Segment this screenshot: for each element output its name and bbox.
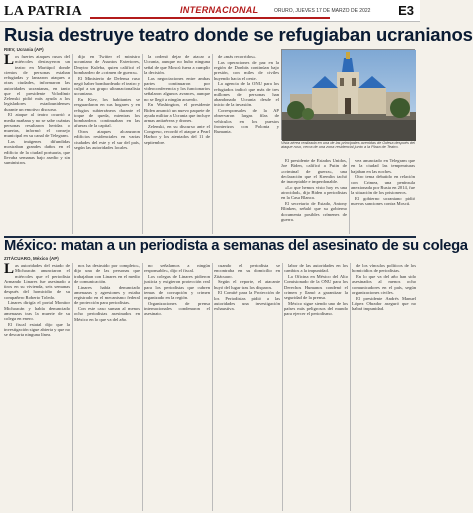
article-paragraph: la ordenó dejar de atacar a Ucrania, aunque no hubo ninguna señal de que Moscú fuera a cumplir la decisión. <box>144 54 210 75</box>
photo-caption: Vista aérea realizada en una de las principales avenidas de Odesa después del ataque ruso, cerca de una zona residencial junto a la Plaza de Teatro. <box>281 141 415 150</box>
article-paragraph: no señalamos a ningún responsable», dijo el fiscal. <box>144 263 210 274</box>
article-paragraph: El secretario de Estado, Antony Blinken, señaló que su gobierno documenta posibles crímenes de guerra. <box>281 201 347 222</box>
article-paragraph: El presidente de Estados Unidos, Joe Biden, calificó a Putin de «criminal de guerra», una declaración que el Kremlin tachó de inaceptable e imperdonable. <box>281 158 347 184</box>
column-divider <box>72 263 73 511</box>
story2-column-6 <box>352 263 416 511</box>
article-paragraph: La Oficina en México del Alto Comisionado de la ONU para los Derechos Humanos condenó el crimen y llamó a garantizar la seguridad de la prensa. <box>284 274 348 300</box>
article-paragraph: Corresponsales de la AP observaron largas filas de vehículos en los puestos fronterizos con Polonia y Rumania. <box>214 108 279 134</box>
article-paragraph: Otros ataques alcanzaron edificios residenciales en varias ciudades del este y el sur del país, según las autoridades locales. <box>74 129 140 150</box>
article-paragraph: Con este caso suman al menos ocho periodistas asesinados en México en lo que va del año. <box>74 306 140 322</box>
article-paragraph: «Lo que hemos visto hoy es una atrocidad», dijo Biden a periodistas en la Casa Blanca. <box>281 184 347 201</box>
article-paragraph: El Comité para la Protección de los Periodistas pidió a las autoridades una investigación exhaustiva. <box>214 290 280 311</box>
column-divider <box>72 54 73 234</box>
article-paragraph: Linares dirigía el portal Monitor Michoacán y había denunciado amenazas tras la muerte de su colega en enero. <box>4 300 70 321</box>
story1-column-6 <box>351 158 415 234</box>
story1-column-5 <box>281 158 347 234</box>
article-paragraph: de «más recorridos». <box>218 54 257 59</box>
article-paragraph: Según el reporte, el atacante huyó del lugar tras los disparos. <box>214 279 280 290</box>
section-title: INTERNACIONAL <box>180 5 259 15</box>
column-divider <box>212 263 213 511</box>
article-paragraph: de los vínculos políticos de los homicidios de periodistas. <box>352 263 416 274</box>
story1-headline: Rusia destruye teatro donde se refugiaban ucranianos <box>4 24 473 45</box>
article-paragraph: Otro tema debatido en relación con Crimea, una península anexionada por Rusia en 2014, fue la situación de los prisioneros. <box>351 174 415 195</box>
article-paragraph: El presidente Andrés Manuel López Obrador aseguró que no habrá impunidad. <box>352 295 416 311</box>
story2-column-3 <box>144 263 210 511</box>
article-paragraph: labor de las autoridades en los cambios a la impunidad. <box>284 263 348 274</box>
newspaper-logo: LA PATRIA <box>4 4 83 19</box>
article-paragraph: Las imágenes difundidas mostraban grandes daños en el edificio de la ciudad portuaria, que llevaba semanas bajo asedio y sin suministros. <box>4 139 70 165</box>
article-paragraph: En Washington, el presidente Biden anunció un nuevo paquete de ayuda militar a Ucrania que incluye armas antiaéreas y drones. <box>144 102 210 123</box>
story2-byline: ZITÁCUARO, México (AP) <box>4 256 59 261</box>
dateline: ORURO, JUEVES 17 DE MARZO DE 2022 <box>274 8 371 14</box>
article-paragraph: Zelenski, en su discurso ante el Congreso, recordó el ataque a Pearl Harbor y los atentados del 11 de septiembre. <box>144 123 210 145</box>
article-paragraph: Linares había denunciado amenazas y agresiones y estaba registrado en el mecanismo federal de protección para periodistas. <box>74 284 140 306</box>
story1-byline: RIEV, Ucrania (AP) <box>4 47 44 52</box>
article-paragraph: vez anunciado en Telegram que en la ciudad las temperaturas bajaban en las noches. <box>351 158 415 174</box>
page-number: E3 <box>398 3 414 18</box>
article-paragraph: Las operaciones de paz en la región de Donbás continúan bajo presión, con miles de civiles huyendo hacia el oeste. <box>214 59 279 81</box>
article-paragraph: La agencia de la ONU para los refugiados indicó que más de tres millones de personas han abandonado Ucrania desde el inicio de la invasión. <box>214 81 279 108</box>
story2-headline: México: matan a un periodista a semanas del asesinato de su colega <box>4 238 468 254</box>
column-divider <box>212 54 213 234</box>
article-paragraph: En lo que va del año han sido asesinados al menos ocho comunicadores en el país, según organizaciones civiles. <box>352 274 416 295</box>
drop-cap: L <box>4 52 15 68</box>
article-paragraph: Las negociaciones entre ambas partes continuaron por videoconferencia y los funcionarios señalaron algunos avances, aunque no se llegó a ningún acuerdo. <box>144 75 210 102</box>
column-divider <box>142 54 143 234</box>
story2-column-1 <box>4 263 70 511</box>
story1-column-1 <box>4 54 70 234</box>
article-paragraph: Los colegas de Linares pidieron justicia y exigieron protección real para los periodistas que cubren temas de corrupción y crimen organizado en la región. <box>144 274 210 300</box>
story1-column-4 <box>214 54 279 234</box>
story2-column-2 <box>74 263 140 511</box>
article-paragraph: dijo en Twitter el ministro ucraniano de Asuntos Exteriores, Dmytro Kuleba, quien calificó el bombardeo de «crimen de guerra». <box>74 54 140 75</box>
story2-column-5 <box>284 263 348 511</box>
article-paragraph: El fiscal estatal dijo que la investigación sigue abierta y que no se descarta ninguna línea. <box>4 321 70 338</box>
column-divider <box>282 263 283 511</box>
story1-column-2 <box>74 54 140 234</box>
column-divider <box>142 263 143 511</box>
article-paragraph: México sigue siendo uno de los países más peligrosos del mundo para ejercer el periodismo. <box>284 300 348 317</box>
article-paragraph: cuando el periodista se encontraba en su domicilio en Zitácuaro. <box>214 263 280 279</box>
article-paragraph <box>4 263 70 300</box>
article-paragraph: El gobierno ucraniano pidió nuevas sanciones contra Moscú. <box>351 195 415 206</box>
column-divider <box>350 263 351 511</box>
theater-building-image <box>282 50 416 141</box>
article-paragraph: El ataque al teatro ocurrió a media mañana y no se sabe cuántas personas resultaron heridas o muertas, informó el consejo municipal en su canal de Telegram. <box>4 112 70 139</box>
section-rule <box>90 17 330 19</box>
paragraph-text: os fuertes ataques rusos del miércoles destruyeron un teatro en Mariúpol donde cientos de personas estaban refugiadas y lanzaron ataques a otras ciudades, informaron las autoridades ucranianas, en tanto que el presidente Volodímir Zelenski pidió más ayuda a los legisladores estadounidenses durante un emotivo discurso. <box>4 54 70 112</box>
drop-cap: L <box>4 261 15 277</box>
article-paragraph <box>4 54 70 112</box>
article-paragraph: En Kiev, los habitantes se resguardaron en sus hogares y en refugios subterráneos durante el toque de queda, mientras los bombardeos continuaban en las afueras de la capital. <box>74 97 140 129</box>
article-paragraph: Organizaciones de prensa internacionales condenaron el asesinato. <box>144 300 210 317</box>
column-divider <box>349 158 350 234</box>
story2-column-4 <box>214 263 280 511</box>
paragraph-text: as autoridades del estado de Michoacán anunciaron el miércoles que el periodista Armando Linares fue asesinado a tiros en su vivienda, seis semanas después del homicidio de su compañero Roberto Toledo. <box>4 263 70 300</box>
theater-photo <box>281 49 415 140</box>
article-paragraph: El Ministerio de Defensa ruso negó haber bombardeado el teatro y culpó a un grupo ultranacionalista ucraniano. <box>74 75 140 97</box>
article-paragraph: nos ha destruido por completo», dijo una de las personas que trabajaban con Linares en el medio de comunicación. <box>74 263 140 284</box>
story1-column-3 <box>144 54 210 234</box>
